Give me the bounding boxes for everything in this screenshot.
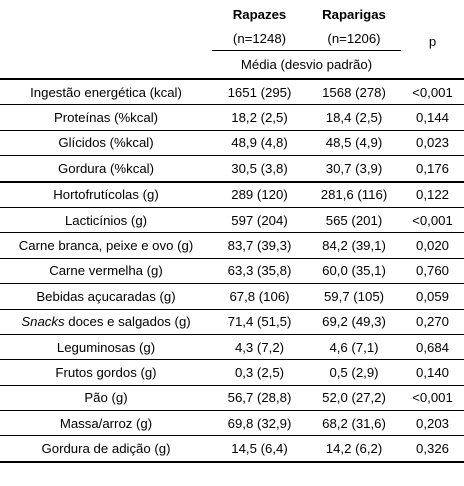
row-value-raparigas: 69,2 (49,3) [307,309,401,334]
row-value-raparigas: 84,2 (39,1) [307,233,401,258]
row-value-raparigas: 60,0 (35,1) [307,258,401,283]
row-p-value: 0,144 [401,105,464,130]
row-p-value: <0,001 [401,207,464,232]
table-row [0,182,464,208]
row-value-raparigas: 59,7 (105) [307,284,401,309]
table-row [0,334,464,359]
table-row [0,156,464,182]
table-row [0,233,464,258]
row-label: Frutos gordos (g) [0,360,212,385]
row-value-rapazes: 67,8 (106) [212,284,307,309]
table-row [0,436,464,462]
header-group1-name: Rapazes [232,6,287,22]
row-value-rapazes: 83,7 (39,3) [212,233,307,258]
table-row [0,105,464,130]
row-value-rapazes: 48,9 (4,8) [212,130,307,155]
table-row [0,284,464,309]
row-value-rapazes: 30,5 (3,8) [212,156,307,182]
table-row [0,360,464,385]
header-row-1 [0,2,464,26]
row-value-raparigas: 281,6 (116) [307,182,401,208]
row-value-rapazes: 1651 (295) [212,79,307,105]
row-p-value: 0,059 [401,284,464,309]
row-label: Bebidas açucaradas (g) [0,284,212,309]
row-p-value: <0,001 [401,79,464,105]
row-value-raparigas: 18,4 (2,5) [307,105,401,130]
row-label: Gordura de adição (g) [0,436,212,462]
row-p-value: 0,760 [401,258,464,283]
header-blank [0,2,212,26]
header-p: p [428,33,437,49]
table-row [0,207,464,232]
row-value-rapazes: 4,3 (7,2) [212,334,307,359]
row-value-raparigas: 1568 (278) [307,79,401,105]
row-label: Carne branca, peixe e ovo (g) [0,233,212,258]
table-row [0,385,464,410]
row-value-rapazes: 289 (120) [212,182,307,208]
row-p-value: 0,122 [401,182,464,208]
row-p-value: 0,020 [401,233,464,258]
table-row [0,130,464,155]
row-value-raparigas: 14,2 (6,2) [307,436,401,462]
table-row [0,309,464,334]
row-p-value: 0,203 [401,411,464,436]
nutrition-table [0,2,464,463]
header-group2-name: Raparigas [322,6,386,22]
header-group1-n: (n=1248) [232,30,287,46]
table-body [0,79,464,462]
row-value-rapazes: 63,3 (35,8) [212,258,307,283]
row-p-value: 0,326 [401,436,464,462]
row-value-raparigas: 48,5 (4,9) [307,130,401,155]
row-label: Leguminosas (g) [0,334,212,359]
header-row-3 [0,51,464,80]
row-label: Lacticínios (g) [0,207,212,232]
row-p-value: 0,140 [401,360,464,385]
row-value-raparigas: 30,7 (3,9) [307,156,401,182]
row-label: Ingestão energética (kcal) [0,79,212,105]
row-p-value: 0,270 [401,309,464,334]
header-stat-label: Média (desvio padrão) [212,51,401,80]
row-p-value: <0,001 [401,385,464,410]
row-label-rest: doces e salgados (g) [64,314,191,330]
table-row [0,79,464,105]
row-label: Carne vermelha (g) [0,258,212,283]
row-value-raparigas: 52,0 (27,2) [307,385,401,410]
row-p-value: 0,176 [401,156,464,182]
table-row [0,411,464,436]
row-p-value: 0,684 [401,334,464,359]
row-label [0,309,212,334]
header-row-2 [0,26,464,51]
row-p-value: 0,023 [401,130,464,155]
header-group2-n: (n=1206) [327,30,381,46]
row-label: Glícidos (%kcal) [0,130,212,155]
row-value-rapazes: 56,7 (28,8) [212,385,307,410]
row-label: Hortofrutícolas (g) [0,182,212,208]
row-value-rapazes: 14,5 (6,4) [212,436,307,462]
row-value-raparigas: 68,2 (31,6) [307,411,401,436]
row-value-raparigas: 565 (201) [307,207,401,232]
row-value-rapazes: 69,8 (32,9) [212,411,307,436]
row-label-emphasis: Snacks [21,314,65,330]
row-label: Massa/arroz (g) [0,411,212,436]
row-value-raparigas: 4,6 (7,1) [307,334,401,359]
row-value-rapazes: 597 (204) [212,207,307,232]
row-label: Pão (g) [0,385,212,410]
row-label: Gordura (%kcal) [0,156,212,182]
row-value-rapazes: 0,3 (2,5) [212,360,307,385]
row-value-rapazes: 71,4 (51,5) [212,309,307,334]
row-label: Proteínas (%kcal) [0,105,212,130]
table-row [0,258,464,283]
row-value-rapazes: 18,2 (2,5) [212,105,307,130]
row-value-raparigas: 0,5 (2,9) [307,360,401,385]
